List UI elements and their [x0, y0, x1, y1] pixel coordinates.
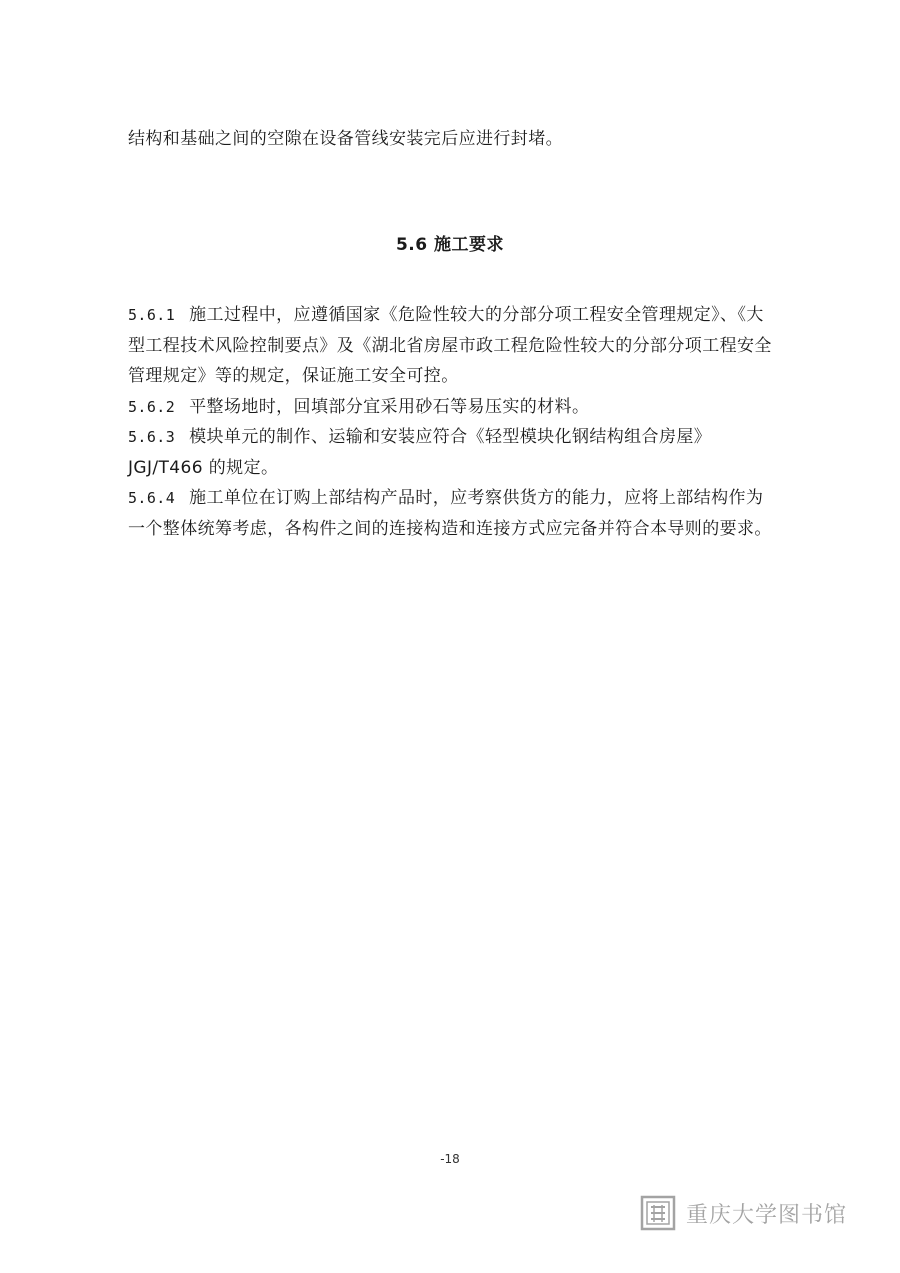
clause-text: 平整场地时，回填部分宜采用砂石等易压实的材料。: [189, 396, 590, 417]
lead-paragraph: 结构和基础之间的空隙在设备管线安装完后应进行封堵。: [128, 129, 563, 149]
section-title: 5.6 施工要求: [395, 235, 505, 255]
clause-number: 5.6.3: [128, 428, 176, 446]
clause-number: 5.6.2: [128, 397, 176, 416]
clause-5-6-1: [128, 300, 778, 392]
clause-5-6-3: [128, 422, 778, 483]
clause-5-6-2: [128, 392, 778, 423]
clause-text: 施工单位在订购上部结构产品时，应考察供货方的能力，应将上部结构作为一个整体统筹考虑，各构件之间的连接构造和连接方式应完备并符合本导则的要求。: [128, 488, 772, 539]
watermark-text: 重庆大学图书馆: [686, 1202, 848, 1228]
clause-number: 5.6.4: [128, 489, 176, 507]
library-watermark: [640, 1192, 847, 1234]
clause-list: [128, 300, 778, 544]
page-number: -18: [440, 1152, 460, 1166]
clause-text: 模块单元的制作、运输和安装应符合《轻型模块化钢结构组合房屋》JGJ/T466 的规定。: [128, 427, 712, 478]
library-seal-icon: [640, 1195, 676, 1231]
clause-number: 5.6.1: [128, 306, 176, 324]
clause-text: 施工过程中，应遵循国家《危险性较大的分部分项工程安全管理规定》、《大型工程技术风险控制要点》及《湖北省房屋市政工程危险性较大的分部分项工程安全管理规定》等的规定，保证施工安全可控。: [128, 305, 772, 386]
clause-5-6-4: [128, 483, 778, 544]
